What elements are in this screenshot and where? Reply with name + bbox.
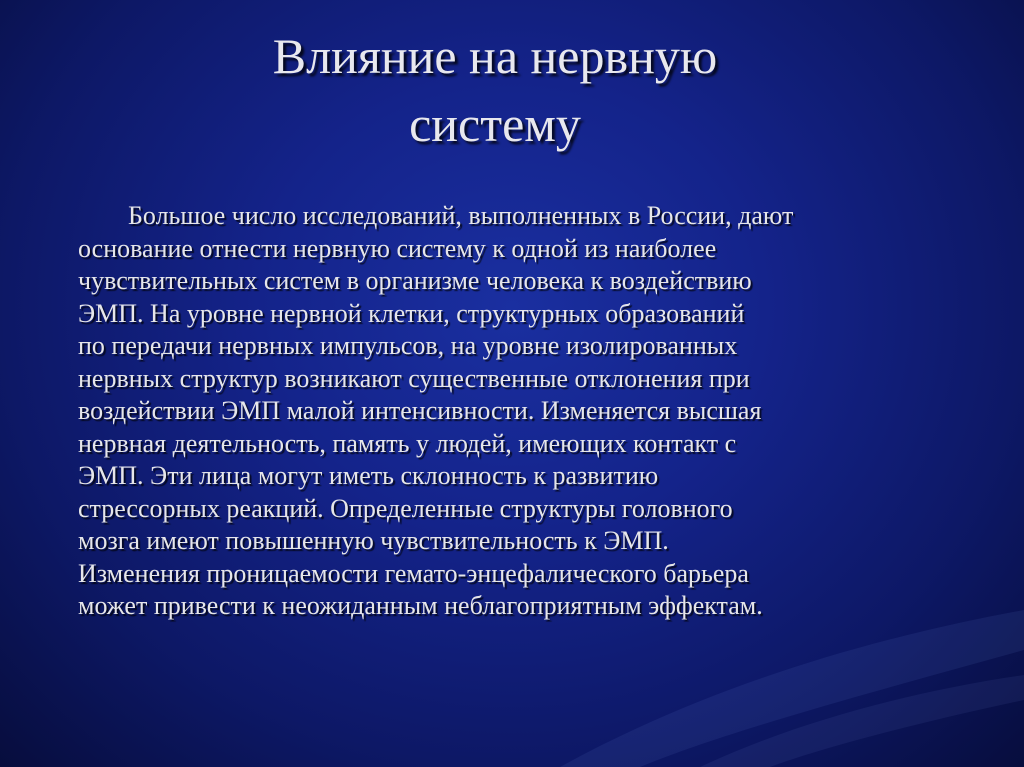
body-line: нервная деятельность, память у людей, имеющих контакт с [78,428,737,458]
body-line: нервных структур возникают существенные отклонения при [78,363,750,393]
body-line: Изменения проницаемости гемато-энцефалического барьера [78,558,749,588]
body-line: может привести к неожиданным неблагоприятным эффектам. [78,591,763,620]
body-line: стрессорных реакций. Определенные структуры головного [78,493,733,523]
body-line: чувствительных систем в организме человека к воздействию [78,266,752,295]
body-line: основание отнести нервную систему к одной из наиболее [78,233,717,263]
slide-body-text [78,200,983,623]
slide-title-line: Влияние на нервную [272,28,718,84]
body-line: воздействии ЭМП малой интенсивности. Изменяется высшая [78,396,762,425]
body-line: ЭМП. На уровне нервной клетки, структурных образований [78,298,745,328]
slide-title [150,22,840,158]
body-line: ЭМП. Эти лица могут иметь склонность к развитию [78,461,659,490]
slide-title-line: систему [409,96,581,152]
body-line: Большое число исследований, выполненных в России, дают [128,201,794,230]
body-line: мозга имеют повышенную чувствительность к ЭМП. [78,526,669,555]
body-line: по передачи нервных импульсов, на уровне изолированных [78,331,738,360]
